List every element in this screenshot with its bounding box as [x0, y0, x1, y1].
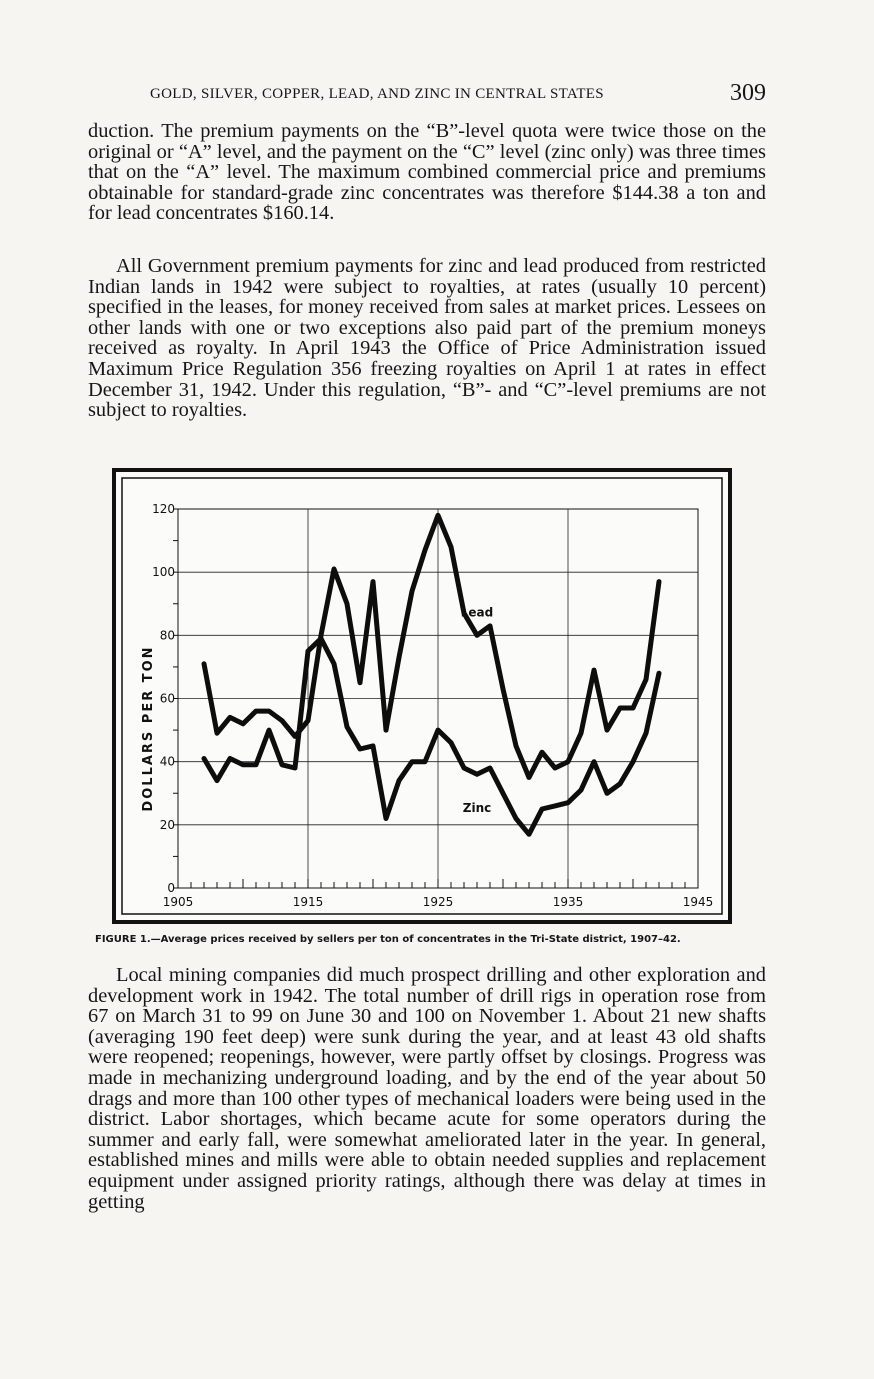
- page-header: [150, 80, 770, 110]
- series-label-zinc: Zinc: [462, 801, 492, 816]
- page-number: 309: [730, 80, 766, 106]
- y-tick-label: 40: [159, 754, 175, 769]
- series-line-zinc: [204, 639, 659, 835]
- y-tick-label: 20: [159, 817, 175, 832]
- paragraph-premium-payments: duction. The premium payments on the “B”-level quota were twice those on the original or “A” level, and the payment on the “C” level (zinc only) was three times that on the “A” level. The maximum combined commercial price and premiums obtainable for standard-grade zinc concentrates was therefore $144.38 a ton and for lead concentrates $160.14.: [88, 120, 766, 225]
- y-tick-label: 100: [152, 565, 175, 580]
- paragraph-mining-activity: Local mining companies did much prospect drilling and other exploration and development work in 1942. The total number of drill rigs in operation rose from 67 on March 31 to 99 on June 30 and 100 on November 1. About 21 new shafts (averaging 190 feet deep) were sunk during the year, and at least 43 old shafts were reopened; reopenings, however, were partly offset by closings. Progress was made in mechanizing underground loading, and by the end of the year about 50 drags and more than 100 other types of mechanical loaders were being used in the district. Labor shortages, which became acute for some operators during the summer and early fall, were somewhat ameliorated later in the year. In general, established mines and mills were able to obtain needed supplies and replacement equipment under assigned priority ratings, although there was delay at times in getting: [88, 964, 766, 1213]
- y-tick-label: 80: [159, 628, 175, 643]
- y-tick-label: 120: [152, 502, 175, 516]
- x-tick-label: 1905: [162, 895, 194, 909]
- figure-caption: FIGURE 1.—Average prices received by sellers per ton of concentrates in the Tri-State district, 1907–42.: [95, 934, 681, 945]
- price-chart: [116, 472, 728, 920]
- paragraph-royalties: All Government premium payments for zinc and lead produced from restricted Indian lands in 1942 were subject to royalties, at rates (usually 10 percent) specified in the leases, for money received from sales at market prices. Lessees on other lands with one or two exceptions also paid part of the premium moneys received as royalty. In April 1943 the Office of Price Administration issued Maximum Price Regulation 356 freezing royalties on April 1 at rates in effect December 31, 1942. Under this regulation, “B”- and “C”-level premiums are not subject to royalties.: [88, 255, 766, 422]
- figure-frame: [112, 468, 732, 924]
- x-tick-label: 1915: [292, 895, 324, 909]
- x-tick-label: 1935: [552, 895, 584, 909]
- running-title: GOLD, SILVER, COPPER, LEAD, AND ZINC IN CENTRAL STATES: [150, 86, 604, 102]
- y-axis-label: DOLLARS PER TON: [141, 645, 156, 812]
- series-label-lead: Lead: [460, 605, 494, 620]
- x-tick-label: 1945: [682, 895, 714, 909]
- y-tick-label: 0: [167, 881, 175, 895]
- y-tick-label: 60: [159, 691, 175, 706]
- x-tick-label: 1925: [422, 895, 454, 909]
